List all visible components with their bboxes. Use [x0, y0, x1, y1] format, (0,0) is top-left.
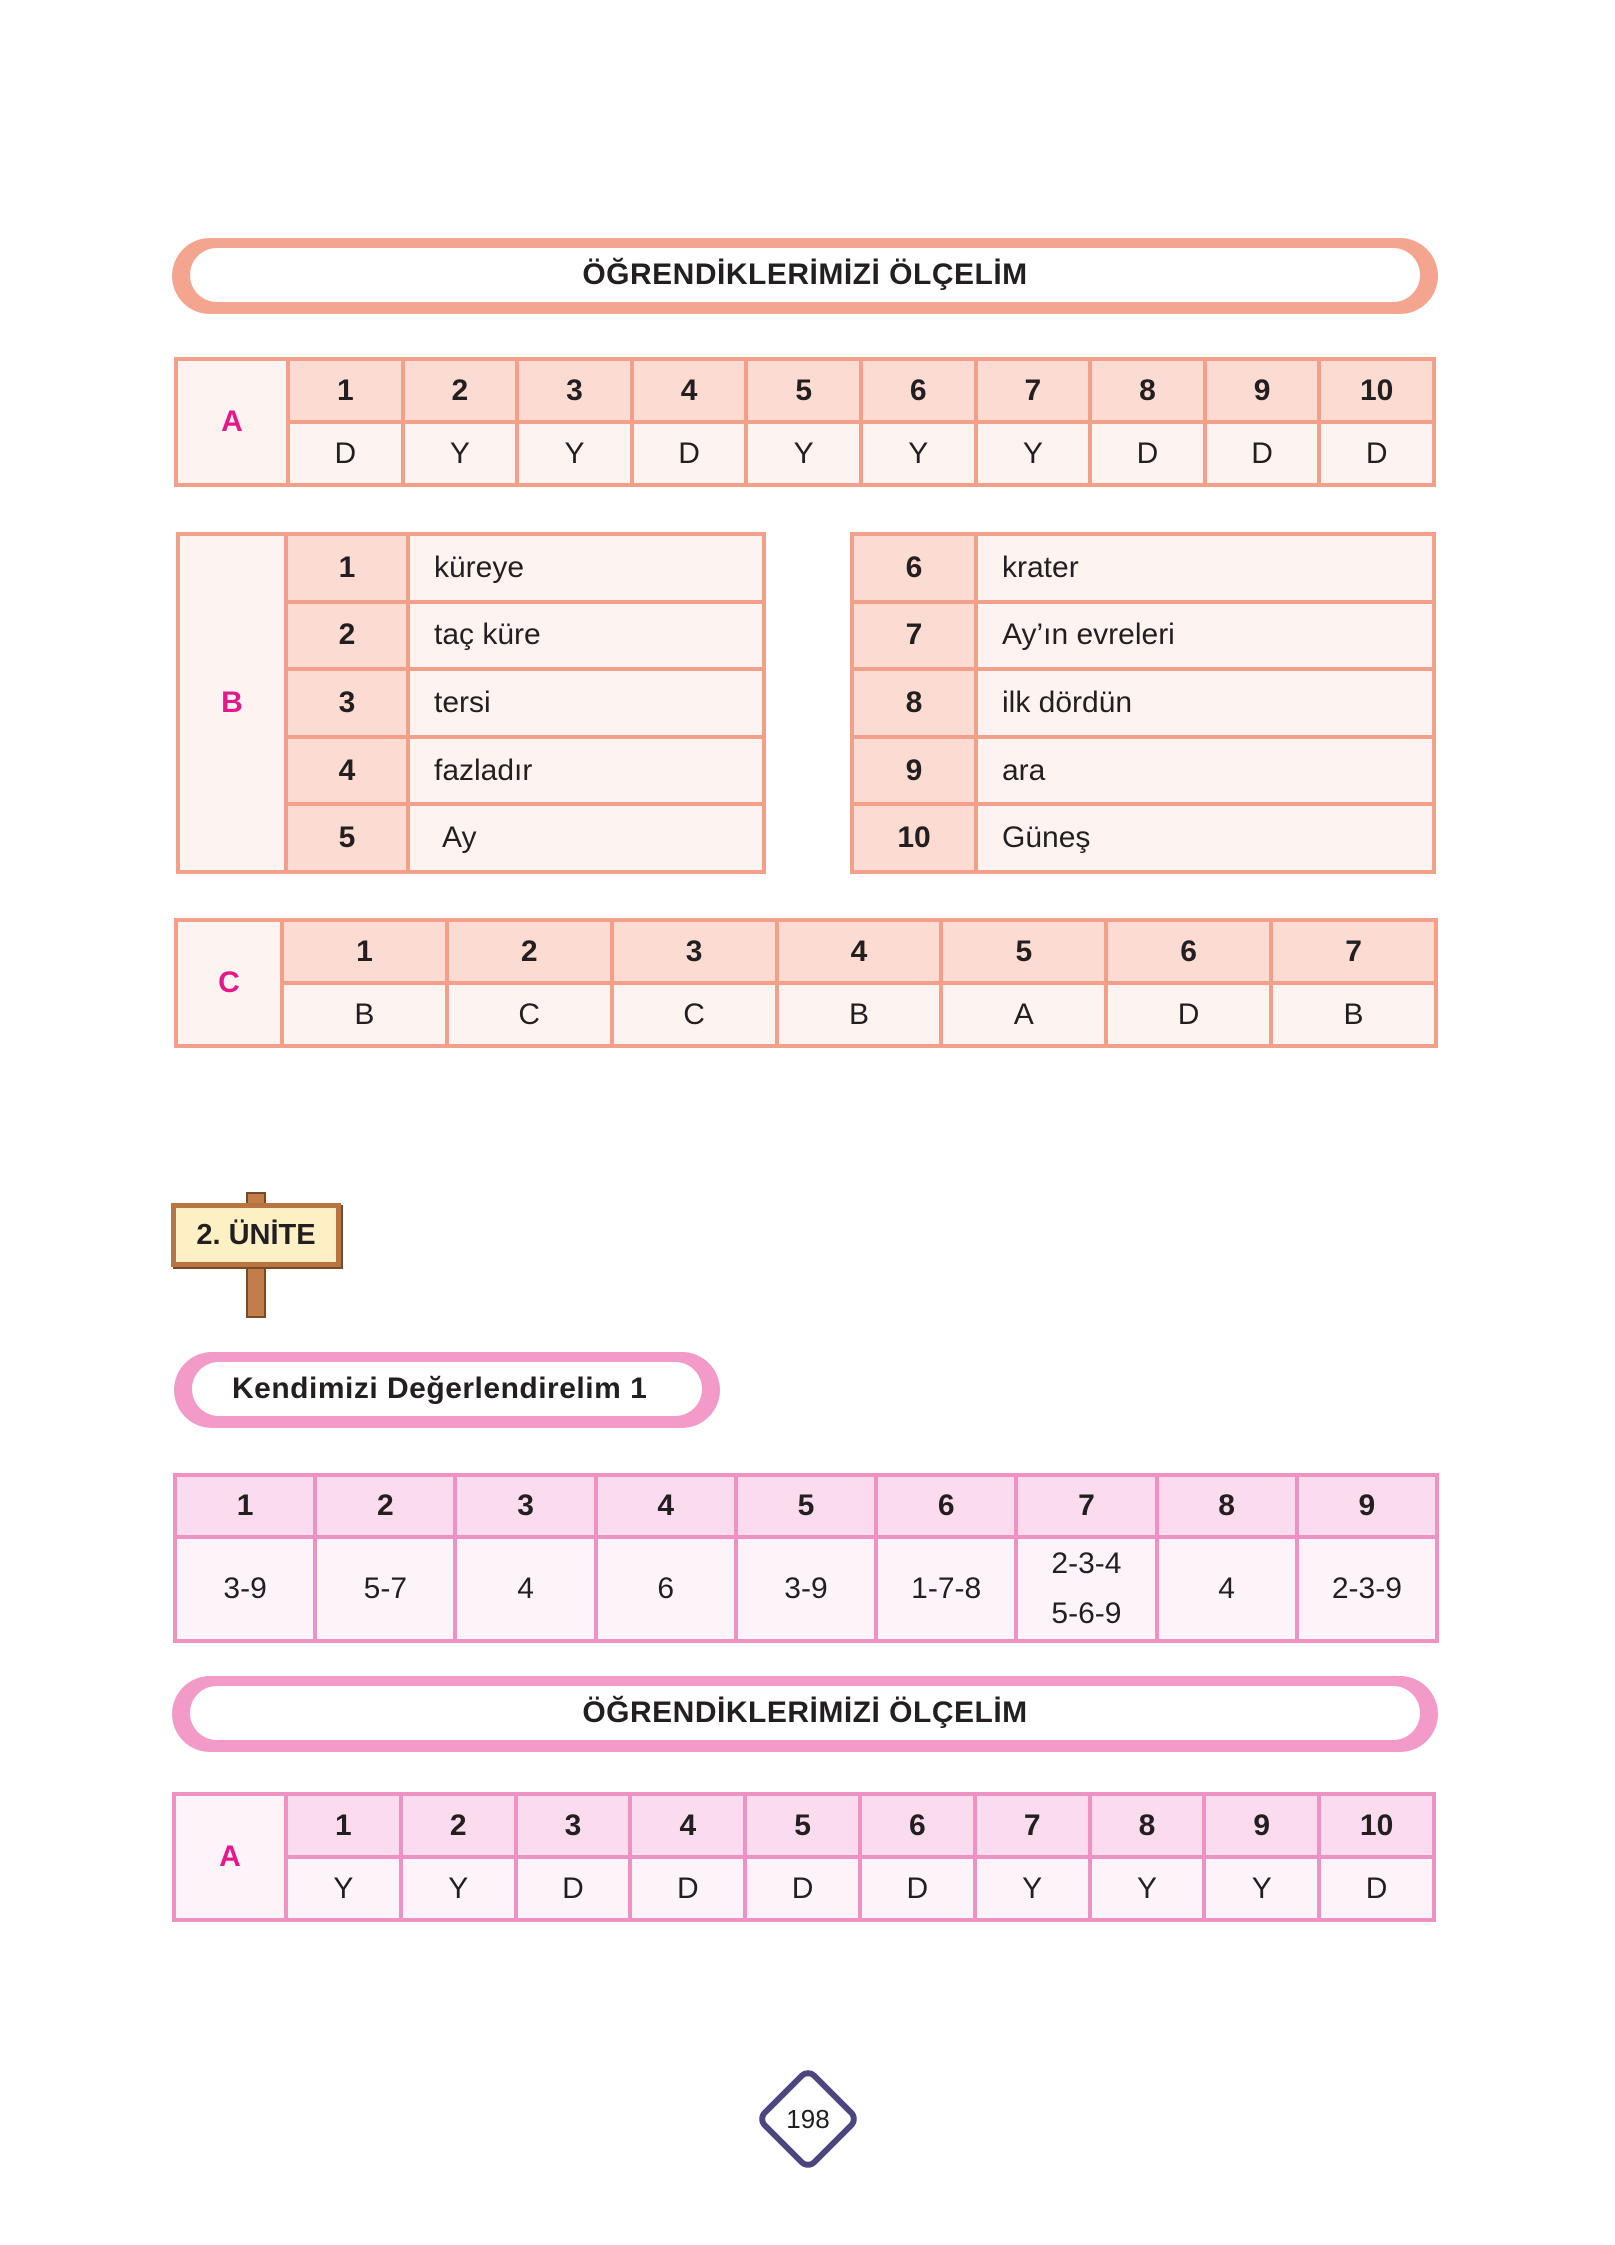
- question-number: 6: [861, 359, 976, 422]
- answer-text: Güneş: [976, 804, 1434, 872]
- answer-cell: D: [1090, 422, 1205, 485]
- question-number: 8: [1090, 1794, 1205, 1857]
- table-row: [852, 669, 1434, 737]
- question-number: 1: [282, 920, 447, 983]
- question-number: 5: [746, 359, 861, 422]
- answer-text: ilk dördün: [976, 669, 1434, 737]
- answer-text: Ay: [408, 804, 764, 872]
- question-number: 1: [288, 359, 403, 422]
- answer-cell: A: [941, 983, 1106, 1046]
- answer-cell: D: [1205, 422, 1320, 485]
- section-b-label: B: [178, 534, 286, 872]
- answer-text: küreye: [408, 534, 764, 602]
- answer-cell: [1016, 1537, 1156, 1641]
- answer-cell: 1-7-8: [876, 1537, 1016, 1641]
- kendimizi-table: [173, 1473, 1439, 1643]
- question-number: 7: [1016, 1475, 1156, 1537]
- question-number: 2: [403, 359, 518, 422]
- answer-cell: D: [860, 1857, 975, 1920]
- question-number: 8: [1157, 1475, 1297, 1537]
- item-number: 1: [286, 534, 408, 602]
- table-row: [176, 422, 1434, 485]
- question-number: 2: [447, 920, 612, 983]
- question-number: 10: [1319, 359, 1434, 422]
- question-number: 1: [175, 1475, 315, 1537]
- kendimizi-banner: [174, 1352, 720, 1428]
- item-number: 5: [286, 804, 408, 872]
- answer-cell: Y: [1090, 1857, 1205, 1920]
- answer-cell: 6: [596, 1537, 736, 1641]
- answer-cell: 3-9: [175, 1537, 315, 1641]
- answer-cell: D: [516, 1857, 631, 1920]
- item-number: 2: [286, 602, 408, 670]
- answer-cell: D: [1319, 422, 1434, 485]
- kendimizi-banner-title: Kendimizi Değerlendirelim 1: [192, 1362, 702, 1416]
- question-number: 6: [860, 1794, 975, 1857]
- olcelim-banner-top-title: ÖĞRENDİKLERİMİZİ ÖLÇELİM: [190, 248, 1420, 302]
- question-number: 6: [876, 1475, 1016, 1537]
- table-row: [852, 534, 1434, 602]
- question-number: 4: [632, 359, 747, 422]
- answer-cell: 4: [1157, 1537, 1297, 1641]
- answer-cell: C: [612, 983, 777, 1046]
- answer-cell: Y: [517, 422, 632, 485]
- answer-cell: 5-7: [315, 1537, 455, 1641]
- table-row: [175, 1475, 1437, 1537]
- answer-text: fazladır: [408, 737, 764, 805]
- question-number: 6: [1106, 920, 1271, 983]
- question-number: 5: [941, 920, 1106, 983]
- question-number: 4: [596, 1475, 736, 1537]
- question-number: 2: [315, 1475, 455, 1537]
- section-a-label: A: [174, 1794, 286, 1920]
- question-number: 8: [1090, 359, 1205, 422]
- page-number: 198: [786, 2104, 830, 2134]
- item-number: 4: [286, 737, 408, 805]
- answer-text: tersi: [408, 669, 764, 737]
- table-row: [176, 920, 1436, 983]
- question-number: 7: [975, 1794, 1090, 1857]
- answer-cell: C: [447, 983, 612, 1046]
- question-number: 7: [976, 359, 1091, 422]
- olcelim-banner-bottom-title: ÖĞRENDİKLERİMİZİ ÖLÇELİM: [190, 1686, 1420, 1740]
- answer-cell: Y: [401, 1857, 516, 1920]
- item-number: 9: [852, 737, 976, 805]
- answer-cell: Y: [403, 422, 518, 485]
- question-number: 9: [1297, 1475, 1437, 1537]
- answer-cell: 3-9: [736, 1537, 876, 1641]
- section-a-label: A: [176, 359, 288, 485]
- table-row: [174, 1857, 1434, 1920]
- table-row: [178, 534, 764, 602]
- question-number: 5: [745, 1794, 860, 1857]
- answer-line: 2-3-4: [1051, 1547, 1122, 1580]
- table-row: [852, 804, 1434, 872]
- answer-cell: B: [282, 983, 447, 1046]
- item-number: 7: [852, 602, 976, 670]
- item-number: 6: [852, 534, 976, 602]
- answer-line: 5-6-9: [1051, 1597, 1122, 1630]
- table-row: [175, 1537, 1437, 1641]
- answer-text: taç küre: [408, 602, 764, 670]
- answer-cell: D: [630, 1857, 745, 1920]
- answer-cell: D: [745, 1857, 860, 1920]
- question-number: 2: [401, 1794, 516, 1857]
- question-number: 9: [1205, 359, 1320, 422]
- table-row: [852, 737, 1434, 805]
- answer-cell: Y: [746, 422, 861, 485]
- answer-cell: Y: [286, 1857, 401, 1920]
- section-b-table-left: [176, 532, 766, 874]
- question-number: 1: [286, 1794, 401, 1857]
- section-c-table: [174, 918, 1438, 1048]
- table-row: [176, 983, 1436, 1046]
- answer-text: krater: [976, 534, 1434, 602]
- answer-cell: B: [1271, 983, 1436, 1046]
- answer-cell: Y: [1204, 1857, 1319, 1920]
- answer-cell: B: [777, 983, 942, 1046]
- question-number: 3: [517, 359, 632, 422]
- answer-cell: 4: [455, 1537, 595, 1641]
- olcelim-banner-bottom: [172, 1676, 1438, 1752]
- item-number: 10: [852, 804, 976, 872]
- item-number: 3: [286, 669, 408, 737]
- answer-cell: D: [1106, 983, 1271, 1046]
- answer-cell: Y: [861, 422, 976, 485]
- item-number: 8: [852, 669, 976, 737]
- answer-cell: D: [288, 422, 403, 485]
- question-number: 4: [630, 1794, 745, 1857]
- answer-cell: Y: [975, 1857, 1090, 1920]
- answer-cell: 2-3-9: [1297, 1537, 1437, 1641]
- question-number: 10: [1319, 1794, 1434, 1857]
- question-number: 7: [1271, 920, 1436, 983]
- question-number: 3: [516, 1794, 631, 1857]
- answer-text: ara: [976, 737, 1434, 805]
- question-number: 5: [736, 1475, 876, 1537]
- question-number: 3: [455, 1475, 595, 1537]
- question-number: 9: [1204, 1794, 1319, 1857]
- unit-sign-label: 2. ÜNİTE: [196, 1218, 316, 1251]
- answer-cell: D: [1319, 1857, 1434, 1920]
- section-b-table-right: [850, 532, 1436, 874]
- question-number: 3: [612, 920, 777, 983]
- question-number: 4: [777, 920, 942, 983]
- answer-text: Ay’ın evreleri: [976, 602, 1434, 670]
- unit-sign: [171, 1203, 341, 1267]
- section-a-table-top: [174, 357, 1436, 487]
- table-row: [176, 359, 1434, 422]
- section-a-table-bottom: [172, 1792, 1436, 1922]
- answer-cell: D: [632, 422, 747, 485]
- answer-cell: Y: [976, 422, 1091, 485]
- olcelim-banner-top: [172, 238, 1438, 314]
- table-row: [852, 602, 1434, 670]
- table-row: [174, 1794, 1434, 1857]
- section-c-label: C: [176, 920, 282, 1046]
